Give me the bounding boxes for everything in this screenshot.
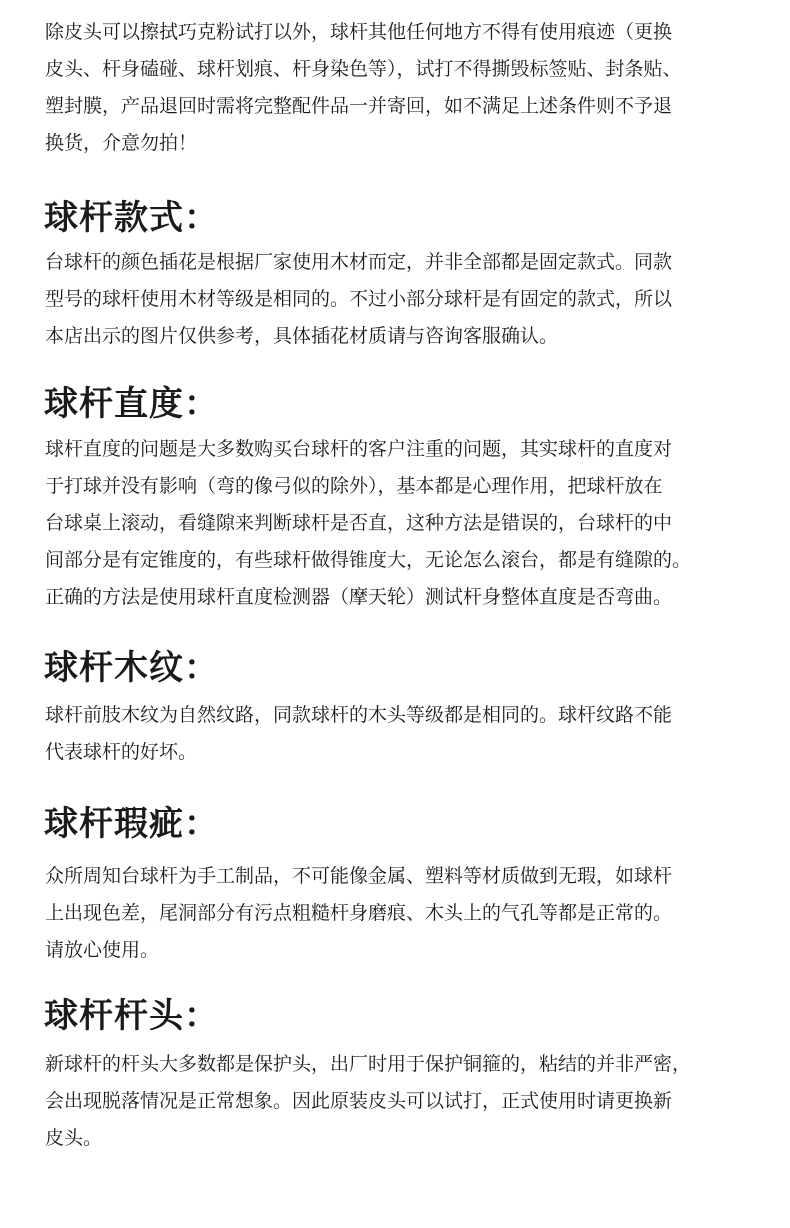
body-line: 众所周知台球杆为手工制品，不可能像金属、塑料等材质做到无瑕，如球杆: [45, 865, 673, 887]
body-line: 间部分是有定锥度的，有些球杆做得锥度大，无论怎么滚台，都是有缝隙的。: [45, 549, 692, 571]
body-line: 正确的方法是使用球杆直度检测器（摩天轮）测试杆身整体直度是否弯曲。: [45, 586, 673, 608]
section-heading-cue-straightness: 球杆直度：: [44, 384, 219, 424]
body-line: 于打球并没有影响（弯的像弓似的除外），基本都是心理作用，把球杆放在: [45, 475, 663, 497]
section-heading-cue-tip: 球杆杆头：: [44, 996, 219, 1036]
section-heading-cue-style: 球杆款式：: [44, 198, 219, 238]
body-line: 皮头。: [45, 1127, 103, 1149]
section-body-wood-grain: [45, 697, 672, 771]
intro-line: 换货，介意勿拍！: [45, 132, 198, 154]
section-heading-defects: 球杆瑕疵：: [44, 804, 219, 844]
section-body-defects: [45, 858, 672, 969]
body-line: 请放心使用。: [45, 939, 160, 961]
intro-line: 除皮头可以擦拭巧克粉试打以外，球杆其他任何地方不得有使用痕迹（更换: [45, 21, 673, 43]
section-body-cue-straightness: [45, 431, 691, 616]
section-heading-wood-grain: 球杆木纹：: [44, 648, 219, 688]
body-line: 球杆直度的问题是大多数购买台球杆的客户注重的问题，其实球杆的直度对: [45, 438, 673, 460]
body-line: 新球杆的杆头大多数都是保护头，出厂时用于保护铜箍的，粘结的并非严密，: [45, 1053, 692, 1075]
section-body-cue-style: [45, 244, 672, 355]
intro-line: 皮头、杆身磕碰、球杆划痕、杆身染色等），试打不得撕毁标签贴、封条贴、: [45, 58, 682, 80]
body-line: 台球杆的颜色插花是根据厂家使用木材而定，并非全部都是固定款式。同款: [45, 251, 673, 273]
body-line: 会出现脱落情况是正常想象。因此原装皮头可以试打，正式使用时请更换新: [45, 1090, 673, 1112]
body-line: 球杆前肢木纹为自然纹路，同款球杆的木头等级都是相同的。球杆纹路不能: [45, 704, 673, 726]
body-line: 型号的球杆使用木材等级是相同的。不过小部分球杆是有固定的款式，所以: [45, 288, 673, 310]
body-line: 台球桌上滚动，看缝隙来判断球杆是否直，这种方法是错误的，台球杆的中: [45, 512, 673, 534]
intro-line: 塑封膜，产品退回时需将完整配件品一并寄回，如不满足上述条件则不予退: [45, 95, 673, 117]
intro-paragraph: [45, 14, 682, 162]
body-line: 上出现色差，尾洞部分有污点粗糙杆身磨痕、木头上的气孔等都是正常的。: [45, 902, 673, 924]
section-body-cue-tip: [45, 1046, 691, 1157]
body-line: 代表球杆的好坏。: [45, 741, 198, 763]
body-line: 本店出示的图片仅供参考，具体插花材质请与咨询客服确认。: [45, 325, 559, 347]
